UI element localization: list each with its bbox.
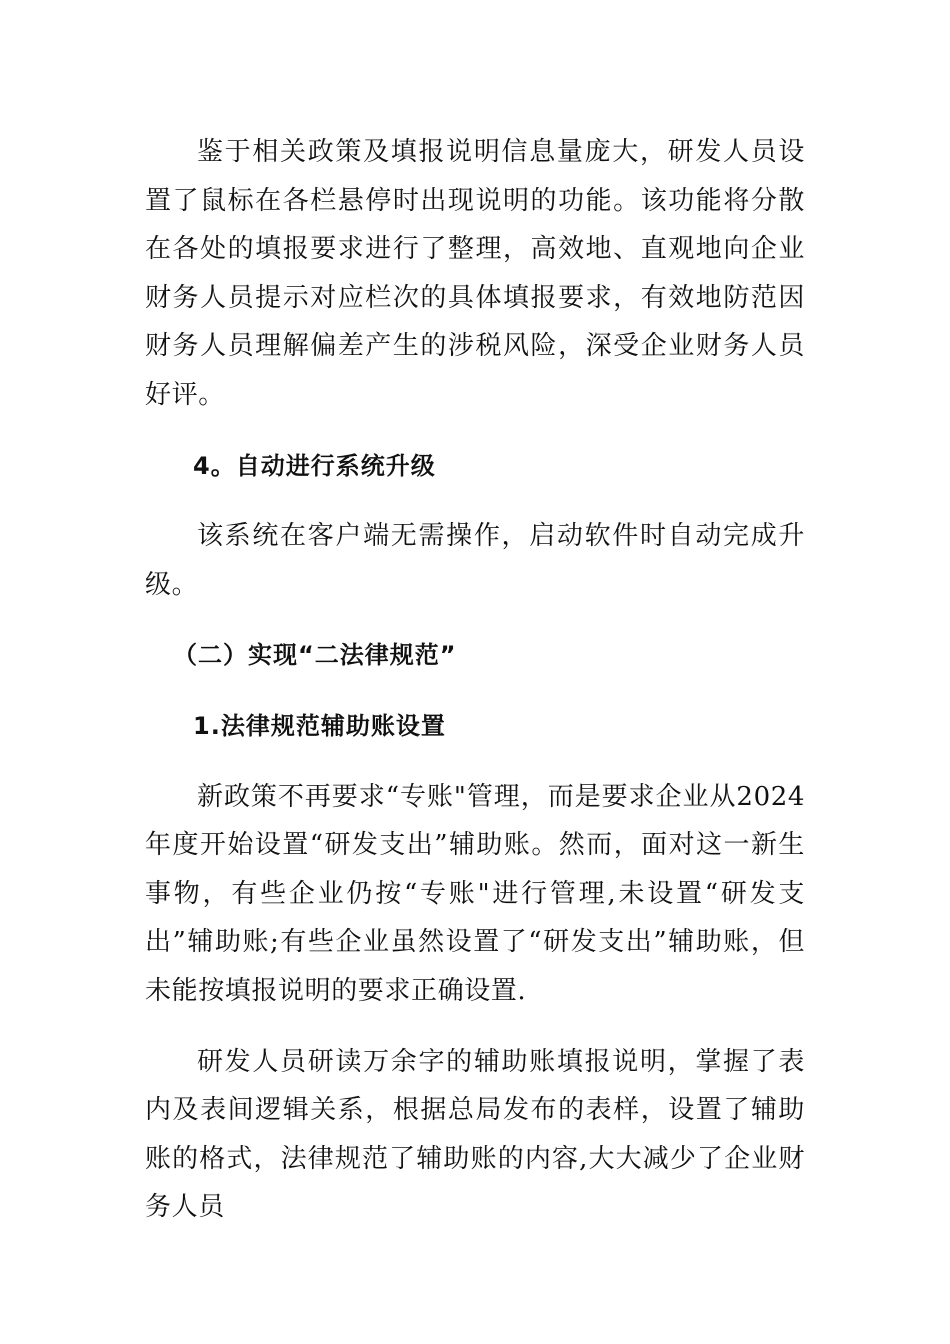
section-heading-legal-norms: （二）实现“二法律规范” [173,641,457,670]
paragraph-developer-research: 研发人员研读万余字的辅助账填报说明，掌握了表内及表间逻辑关系，根据总局发布的表样，设置了辅助账的格式，法律规范了辅助账的内容,大大减少了企业财务人员 [145,1046,805,1223]
paragraph-new-policy: 新政策不再要求“专账"管理，而是要求企业从2024年度开始设置“研发支出”辅助账。然而，面对这一新生事物，有些企业仍按“专账"进行管理,未设置“研发支出”辅助账;有些企业虽然设置了“研发支出”辅助账，但未能按填报说明的要求正确设置. [145,781,805,1006]
heading-auto-upgrade: 4。自动进行系统升级 [193,451,436,480]
heading-auxiliary-ledger: 1.法律规范辅助账设置 [193,711,446,740]
paragraph-auto-upgrade: 该系统在客户端无需操作，启动软件时自动完成升级。 [145,521,805,600]
paragraph-hover-help: 鉴于相关政策及填报说明信息量庞大，研发人员设置了鼠标在各栏悬停时出现说明的功能。该功能将分散在各处的填报要求进行了整理，高效地、直观地向企业财务人员提示对应栏次的具体填报要求，有效地防范因财务人员理解偏差产生的涉税风险，深受企业财务人员好评。 [145,137,805,410]
document-body [145,128,805,1232]
